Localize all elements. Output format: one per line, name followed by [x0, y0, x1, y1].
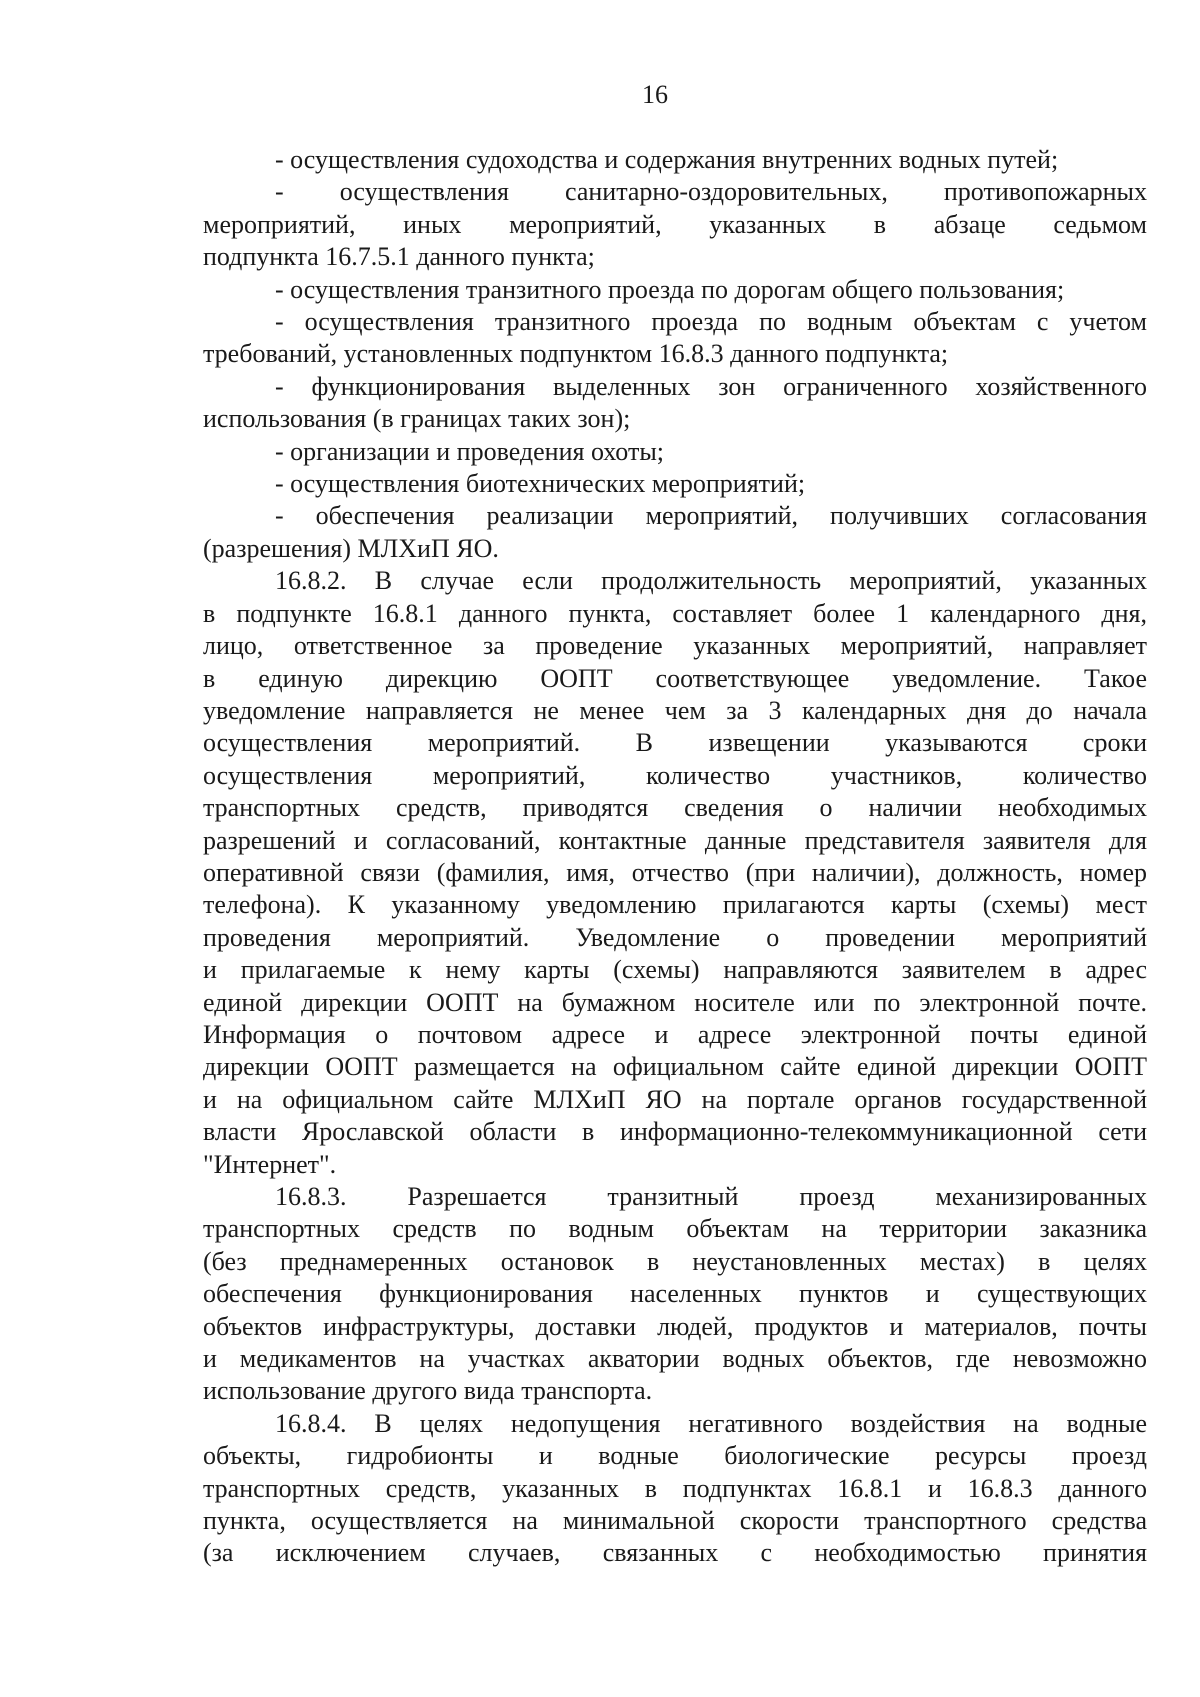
text-line: и прилагаемые к нему карты (схемы) направляются заявителем в адрес [203, 955, 1147, 985]
text-line: "Интернет". [203, 1149, 337, 1179]
text-line: 16.8.3. Разрешается транзитный проезд механизированных [275, 1182, 1147, 1211]
text-line: лицо, ответственное за проведение указанных мероприятий, направляет [203, 631, 1147, 661]
text-line: - осуществления транзитного проезда по водным объектам с учетом [275, 307, 1147, 337]
document-body [203, 144, 1147, 1570]
text-line: Информация о почтовом адресе и адресе электронной почты единой [203, 1019, 1147, 1049]
text-line: использования (в границах таких зон); [203, 404, 631, 434]
text-line: - организации и проведения охоты; [275, 436, 665, 466]
text-line: объектов инфраструктуры, доставки людей, продуктов и материалов, почты [203, 1311, 1147, 1341]
text-line: разрешений и согласований, контактные данные представителя заявителя для [203, 825, 1147, 855]
text-line: - функционирования выделенных зон ограниченного хозяйственного [275, 371, 1147, 401]
text-line: транспортных средств, приводятся сведения о наличии необходимых [203, 793, 1147, 823]
text-line: подпункта 16.7.5.1 данного пункта; [203, 242, 595, 272]
text-line: единой дирекции ООПТ на бумажном носителе или по электронной почте. [203, 987, 1147, 1017]
text-line: - обеспечения реализации мероприятий, получивших согласования [275, 501, 1147, 531]
text-line: обеспечения функционирования населенных пунктов и существующих [203, 1279, 1147, 1309]
text-line: в единую дирекцию ООПТ соответствующее уведомление. Такое [203, 663, 1147, 693]
text-line: пункта, осуществляется на минимальной скорости транспортного средства [203, 1506, 1147, 1536]
text-line: оперативной связи (фамилия, имя, отчество (при наличии), должность, номер [203, 857, 1147, 887]
text-line: - осуществления санитарно-оздоровительных, противопожарных [275, 177, 1147, 207]
text-line: транспортных средств, указанных в подпунктах 16.8.1 и 16.8.3 данного [203, 1473, 1147, 1503]
text-line: - осуществления судоходства и содержания внутренних водных путей; [275, 145, 1059, 174]
text-line: использование другого вида транспорта. [203, 1376, 653, 1406]
text-line: - осуществления биотехнических мероприятий; [275, 469, 806, 499]
text-line: (разрешения) МЛХиП ЯО. [203, 533, 499, 563]
text-line: требований, установленных подпунктом 16.8.3 данного подпункта; [203, 339, 949, 369]
text-line: транспортных средств по водным объектам на территории заказника [203, 1214, 1147, 1244]
text-line: телефона). К указанному уведомлению прилагаются карты (схемы) мест [203, 890, 1147, 920]
text-line: объекты, гидробионты и водные биологические ресурсы проезд [203, 1441, 1147, 1471]
page-number: 16 [642, 80, 668, 109]
text-line: - осуществления транзитного проезда по дорогам общего пользования; [275, 274, 1065, 304]
text-line: 16.8.2. В случае если продолжительность мероприятий, указанных [275, 566, 1147, 596]
text-line: власти Ярославской области в информационно-телекоммуникационной сети [203, 1117, 1147, 1147]
text-line: (без преднамеренных остановок в неустановленных местах) в целях [203, 1246, 1147, 1276]
text-line: в подпункте 16.8.1 данного пункта, составляет более 1 календарного дня, [203, 598, 1147, 628]
text-line: осуществления мероприятий, количество участников, количество [203, 760, 1147, 790]
text-line: и медикаментов на участках акватории водных объектов, где невозможно [203, 1344, 1147, 1374]
text-line: проведения мероприятий. Уведомление о проведении мероприятий [203, 922, 1147, 952]
text-line: мероприятий, иных мероприятий, указанных в абзаце седьмом [203, 209, 1147, 239]
text-line: и на официальном сайте МЛХиП ЯО на портале органов государственной [203, 1084, 1147, 1114]
text-line: уведомление направляется не менее чем за 3 календарных дня до начала [203, 695, 1147, 725]
text-line: (за исключением случаев, связанных с необходимостью принятия [203, 1538, 1147, 1568]
text-line: 16.8.4. В целях недопущения негативного воздействия на водные [275, 1408, 1147, 1438]
text-line: осуществления мероприятий. В извещении указываются сроки [203, 728, 1147, 758]
text-line: дирекции ООПТ размещается на официальном сайте единой дирекции ООПТ [203, 1052, 1147, 1082]
